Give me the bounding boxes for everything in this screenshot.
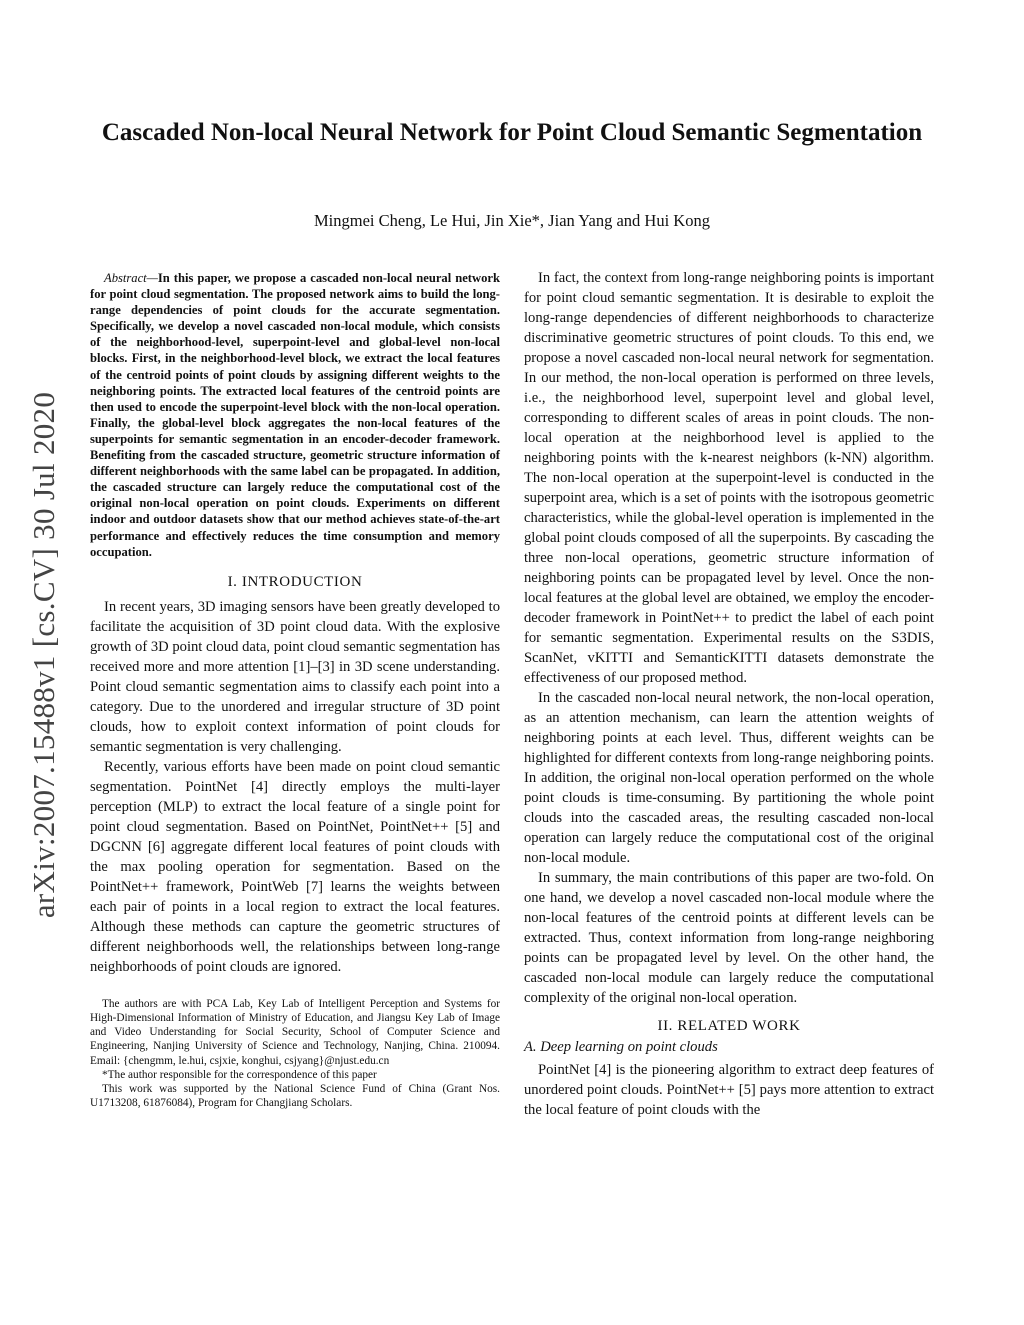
arxiv-identifier: arXiv:2007.15488v1 [cs.CV] 30 Jul 2020	[26, 391, 61, 919]
abstract-label: Abstract—	[104, 271, 158, 285]
paragraph: In fact, the context from long-range neighboring points is important for point cloud semantic segmentation. It is desirable to exploit the long-range dependencies of different neighborhoods to characterize discriminative geometric structures of point clouds. To this end, we propose a novel cascaded non-local neural network for segmentation. In our method, the non-local operation is performed on three levels, i.e., the neighborhood level, superpoint level and global level, corresponding to different scales of areas in point clouds. The non-local operation at the neighborhood level is applied to the neighboring points with the k-nearest neighbors (k-NN) algorithm. The non-local operation at the superpoint-level is conducted in the superpoint area, which is a set of points with the isotropous geometric characteristics, while the global-level operation is implemented in the global point clouds composed of all the superpoints. By cascading the three non-local operations, geometric structure information of neighboring points can be propagated level by level. Once the non-local features at the global level are obtained, we employ the encoder-decoder framework in PointNet++ to predict the label of each point for semantic segmentation. Experimental results on the S3DIS, ScanNet, vKITTI and SemanticKITTI datasets demonstrate the effectiveness of our proposed method.	[524, 270, 934, 686]
footnote-affiliation: The authors are with PCA Lab, Key Lab of Intelligent Perception and Systems for High-Dimensional Information of Ministry of Education, and Jiangsu Key Lab of Image and Video Understanding for Social Security, School of Computer Science and Engineering, Nanjing University of Science and Technology, Nanjing, China. 210094. Email: {chengmm, le.hui, csjxie, konghui, csjyang}@njust.edu.cn	[90, 997, 500, 1067]
abstract-text: In this paper, we propose a cascaded non-local neural network for point cloud segmentation. The proposed network aims to build the long-range dependencies of point clouds for the accurate segmentation. Specifically, we develop a novel cascaded non-local module, which consists of the neighborhood-level, superpoint-level and global-level non-local blocks. First, in the neighborhood-level block, we extract the local features of the centroid points of point clouds by assigning different weights to the neighboring points. The extracted local features of the centroid points are then used to encode the superpoint-level block with the non-local operation. Finally, the global-level block aggregates the non-local features of the superpoints for semantic segmentation in an encoder-decoder framework. Benefiting from the cascaded structure, geometric structure information of different neighborhoods with the same label can be propagated. In addition, the cascaded structure can largely reduce the computational cost of the original non-local operation on point clouds. Experiments on different indoor and outdoor datasets show that our method achieves state-of-the-art performance and effectively reduces the time consumption and memory occupation.	[90, 271, 500, 559]
paragraph: In recent years, 3D imaging sensors have been greatly developed to facilitate the acquisition of 3D point cloud data. With the explosive growth of 3D point cloud data, point cloud semantic segmentation has received more and more attention [1]–[3] in 3D scene understanding. Point cloud semantic segmentation aims to classify each point into a category. Due to the unordered and irregular structure of 3D point clouds, how to exploit context information of point clouds for semantic segmentation is very challenging.	[90, 598, 500, 755]
paragraph: In summary, the main contributions of this paper are two-fold. On one hand, we develop a novel cascaded non-local module where the non-local features of the centroid points at different levels can be extracted. Thus, context information from long-range neighboring points can be propagated level by level. On the other hand, the cascaded non-local module can largely reduce the computational complexity of the original non-local operation.	[524, 870, 934, 1006]
footnote-correspondence: *The author responsible for the correspondence of this paper	[102, 1068, 377, 1081]
right-column	[524, 268, 934, 1120]
section-heading-introduction: I. INTRODUCTION	[227, 573, 363, 590]
footnote-funding: This work was supported by the National Science Fund of China (Grant Nos. U1713208, 61876084), Program for Changjiang Scholars.	[90, 1082, 500, 1110]
paper-title: Cascaded Non-local Neural Network for Point Cloud Semantic Segmentation	[101, 119, 923, 146]
paragraph: Recently, various efforts have been made on point cloud semantic segmentation. PointNet [4] directly employs the multi-layer perception (MLP) to extract the local feature of a single point for point cloud segmentation. Based on PointNet, PointNet++ [5] and DGCNN [6] aggregate different local features of point clouds with the max pooling operation for segmentation. Based on the PointNet++ framework, PointWeb [7] learns the weights between each pair of points in a local region to extract the local features. Although these methods can capture the geometric structures of different neighborhoods well, the relationships between long-range neighborhoods of point clouds are ignored.	[90, 758, 500, 975]
abstract	[90, 270, 500, 560]
subsection-heading: A. Deep learning on point clouds	[524, 1039, 718, 1055]
paragraph: In the cascaded non-local neural network, the non-local operation, as an attention mechanism, can learn the attention weights of neighboring points at each level. Thus, different weights can be highlighted for different contexts from long-range neighboring points. In addition, the original non-local operation performed on the whole point clouds is time-consuming. By partitioning the whole point clouds into the cascaded areas, the resulting cascaded non-local operation can largely reduce the computational cost of the original non-local module.	[524, 690, 934, 866]
left-column	[90, 270, 500, 1110]
author-list: Mingmei Cheng, Le Hui, Jin Xie*, Jian Yang and Hui Kong	[314, 211, 710, 230]
section-heading-related-work: II. RELATED WORK	[657, 1018, 801, 1034]
paragraph: PointNet [4] is the pioneering algorithm to extract deep features of unordered point clouds. PointNet++ [5] pays more attention to extract the local feature of point clouds with the	[524, 1062, 934, 1118]
